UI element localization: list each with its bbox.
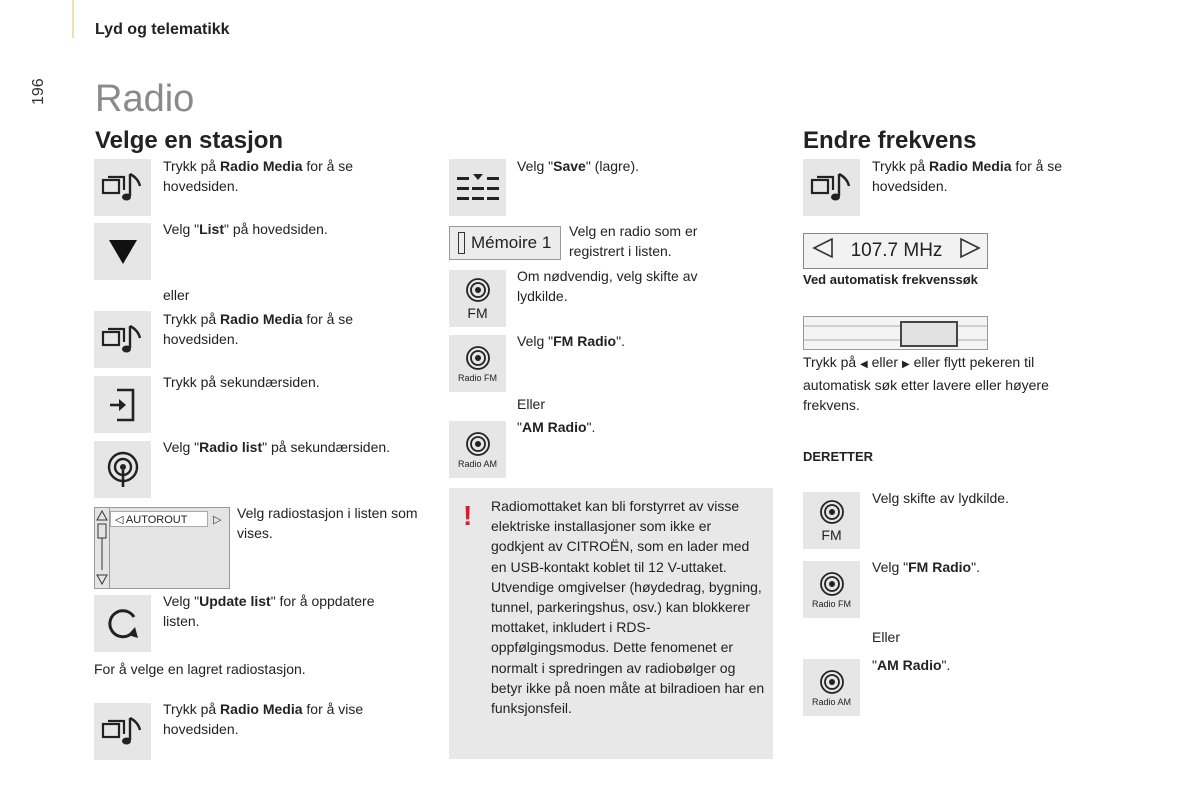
radio-media-icon bbox=[803, 159, 860, 216]
frequency-value: 107.7 MHz bbox=[850, 240, 943, 261]
fm-source-icon: FM bbox=[803, 492, 860, 549]
preset-indicator-icon bbox=[458, 232, 465, 254]
page-number: 196 bbox=[30, 78, 47, 105]
radio-am-icon: Radio AM bbox=[449, 421, 506, 478]
am-step: "AM Radio". bbox=[517, 419, 596, 435]
right-am-step: "AM Radio". bbox=[872, 657, 951, 673]
radio-am-icon: Radio AM bbox=[803, 659, 860, 716]
left-heading: Velge en stasjon bbox=[95, 127, 284, 154]
left-step-8: Trykk på Radio Media for å vise hovedsiden. bbox=[163, 701, 364, 737]
speaker-icon: ◁ bbox=[115, 514, 124, 526]
left-step-4: Trykk på sekundærsiden. bbox=[163, 374, 320, 390]
fm-source-icon: FM bbox=[449, 270, 506, 327]
slider-handle[interactable] bbox=[900, 321, 958, 347]
play-arrow-icon[interactable]: ▷ bbox=[213, 514, 222, 526]
middle-or: Eller bbox=[517, 396, 546, 412]
page-title: Radio bbox=[95, 78, 195, 120]
left-step-5: Velg "Radio list" på sekundærsiden. bbox=[163, 439, 391, 455]
radio-fm-icon: Radio FM bbox=[449, 335, 506, 392]
warning-icon: ! bbox=[463, 500, 473, 531]
frequency-up-icon[interactable] bbox=[959, 237, 981, 265]
arrow-right-icon: ▶ bbox=[901, 359, 910, 370]
frequency-slider[interactable] bbox=[803, 316, 988, 350]
radio-fm-icon: Radio FM bbox=[803, 561, 860, 618]
left-or: eller bbox=[163, 287, 190, 303]
memory-preset-button[interactable]: Mémoire 1 bbox=[449, 226, 561, 260]
frequency-display bbox=[803, 233, 988, 269]
section-header: Lyd og telematikk bbox=[95, 21, 230, 38]
secondary-page-icon bbox=[94, 376, 151, 433]
list-scrollbar[interactable] bbox=[95, 508, 110, 588]
right-or: Eller bbox=[872, 629, 901, 645]
radio-media-icon bbox=[94, 703, 151, 760]
left-step-1: Trykk på Radio Media for å se hovedsiden. bbox=[163, 158, 354, 194]
radio-list-icon bbox=[94, 441, 151, 498]
left-step-2: Velg "List" på hovedsiden. bbox=[163, 221, 328, 237]
radio-list-window bbox=[94, 507, 230, 589]
warning-text: Radiomottaket kan bli forstyrret av visse elektriske installasjoner som ikke er godkjent av CITROËN, som en lader med en USB-kontakt koblet til 12 V-uttaket. Utvendige omgivelser (høydedrag, bygning, tunnel, parkeringshus, osv.) kan blokkerer mottaket, inkludert i RDS-oppfølgingsmodus. Dette fenomenet er normalt i spredringen av radiobølger og betyr ikke på noen måte at bilradioen har en funksjonsfeil. bbox=[491, 498, 765, 717]
update-list-icon bbox=[94, 595, 151, 652]
list-down-icon bbox=[94, 223, 151, 280]
saved-station-intro: For å velge en lagret radiostasjon. bbox=[94, 661, 306, 677]
right-heading: Endre frekvens bbox=[803, 127, 977, 154]
left-step-6: Velg radiostasjon i listen som vises. bbox=[237, 505, 418, 541]
radio-media-icon bbox=[94, 311, 151, 368]
auto-search-text: Trykk på ◀ eller ▶ eller flytt pekeren til automatisk søk etter lavere eller høyere frekvens. bbox=[803, 354, 1049, 413]
left-step-7: Velg "Update list" for å oppdatere listen. bbox=[163, 593, 375, 629]
header-accent-line bbox=[72, 0, 74, 38]
warning-note bbox=[449, 488, 773, 759]
auto-search-heading: Ved automatisk frekvenssøk bbox=[803, 272, 978, 287]
save-icon bbox=[449, 159, 506, 216]
right-step-1: Trykk på Radio Media for å se hovedsiden. bbox=[872, 158, 1063, 194]
list-item[interactable]: ◁ AUTOROUT bbox=[110, 511, 208, 527]
right-fm-step: Velg "FM Radio". bbox=[872, 559, 980, 575]
source-step: Om nødvendig, velg skifte av lydkilde. bbox=[517, 268, 698, 304]
memory-step: Velg en radio som er registrert i listen. bbox=[569, 223, 698, 259]
frequency-down-icon[interactable] bbox=[812, 237, 834, 265]
then-heading: DERETTER bbox=[803, 449, 874, 464]
arrow-left-icon: ◀ bbox=[860, 359, 868, 370]
save-step: Velg "Save" (lagre). bbox=[517, 158, 640, 174]
right-source-step: Velg skifte av lydkilde. bbox=[872, 490, 1009, 506]
left-step-3: Trykk på Radio Media for å se hovedsiden. bbox=[163, 311, 354, 347]
fm-step: Velg "FM Radio". bbox=[517, 333, 625, 349]
radio-media-icon bbox=[94, 159, 151, 216]
